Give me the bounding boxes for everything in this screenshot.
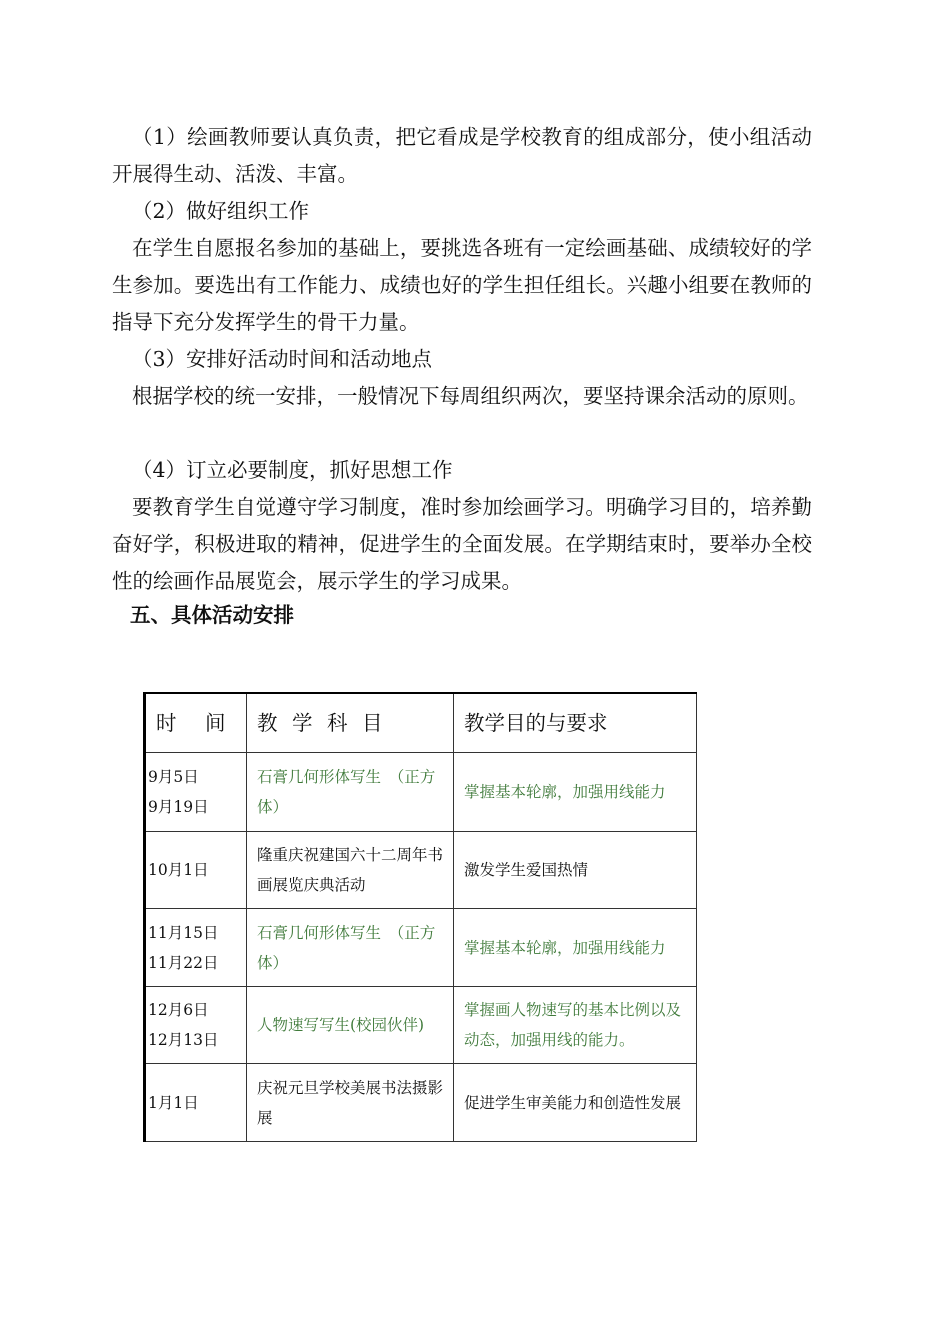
- subject-cell: 隆重庆祝建国六十二周年书画展览庆典活动: [247, 832, 454, 909]
- table-row: [145, 987, 697, 1064]
- paragraph-5: 根据学校的统一安排，一般情况下每周组织两次，要坚持课余活动的原则。: [132, 384, 809, 408]
- time-cell: [145, 987, 247, 1064]
- table-row: [145, 909, 697, 987]
- time-start: 10月1日: [148, 861, 209, 879]
- time-start: 11月15日: [148, 923, 219, 942]
- header-subject: 教 学 科 目: [247, 693, 454, 753]
- time-cell: [145, 832, 247, 909]
- table-row: [145, 753, 697, 832]
- paragraph-4: （3）安排好活动时间和活动地点: [132, 347, 433, 371]
- goal-cell: 激发学生爱国热情: [454, 832, 697, 909]
- section-heading: 五、具体活动安排: [130, 603, 294, 627]
- activity-schedule-table: [143, 692, 697, 1142]
- goal-cell: 掌握基本轮廓，加强用线能力: [454, 909, 697, 987]
- table-header-row: [145, 693, 697, 753]
- goal-cell: 掌握基本轮廓，加强用线能力: [454, 753, 697, 832]
- time-start: 9月5日: [148, 768, 199, 786]
- goal-cell: 促进学生审美能力和创造性发展: [454, 1064, 697, 1142]
- time-start: 1月1日: [148, 1093, 199, 1112]
- paragraph-7: 要教育学生自觉遵守学习制度，准时参加绘画学习。明确学习目的，培养勤奋好学，积极进取的精神，促进学生的全面发展。在学期结束时，要举办全校性的绘画作品展览会，展示学生的学习成果。: [112, 495, 812, 593]
- subject-cell: 庆祝元旦学校美展书法摄影展: [247, 1064, 454, 1142]
- time-start: 12月6日: [148, 1001, 209, 1019]
- paragraph-1: （1）绘画教师要认真负责，把它看成是学校教育的组成部分，使小组活动开展得生动、活泼、丰富。: [112, 125, 812, 186]
- paragraph-6: （4）订立必要制度，抓好思想工作: [132, 458, 453, 482]
- time-cell: [145, 909, 247, 987]
- table-row: [145, 832, 697, 909]
- time-end: 9月19日: [148, 798, 209, 816]
- paragraph-2: （2）做好组织工作: [132, 199, 310, 223]
- header-time: 时 间: [145, 693, 247, 753]
- subject-cell: 石膏几何形体写生 （正方体）: [247, 909, 454, 987]
- header-goal: 教学目的与要求: [454, 693, 697, 753]
- paragraph-3: 在学生自愿报名参加的基础上，要挑选各班有一定绘画基础、成绩较好的学生参加。要选出有工作能力、成绩也好的学生担任组长。兴趣小组要在教师的指导下充分发挥学生的骨干力量。: [112, 236, 812, 334]
- time-cell: [145, 753, 247, 832]
- subject-cell: 人物速写写生(校园伙伴): [247, 987, 454, 1064]
- time-cell: [145, 1064, 247, 1142]
- time-end: 12月13日: [148, 1031, 219, 1049]
- table-row: [145, 1064, 697, 1142]
- subject-cell: 石膏几何形体写生 （正方体）: [247, 753, 454, 832]
- goal-cell: 掌握画人物速写的基本比例以及动态，加强用线的能力。: [454, 987, 697, 1064]
- time-end: 11月22日: [148, 953, 219, 972]
